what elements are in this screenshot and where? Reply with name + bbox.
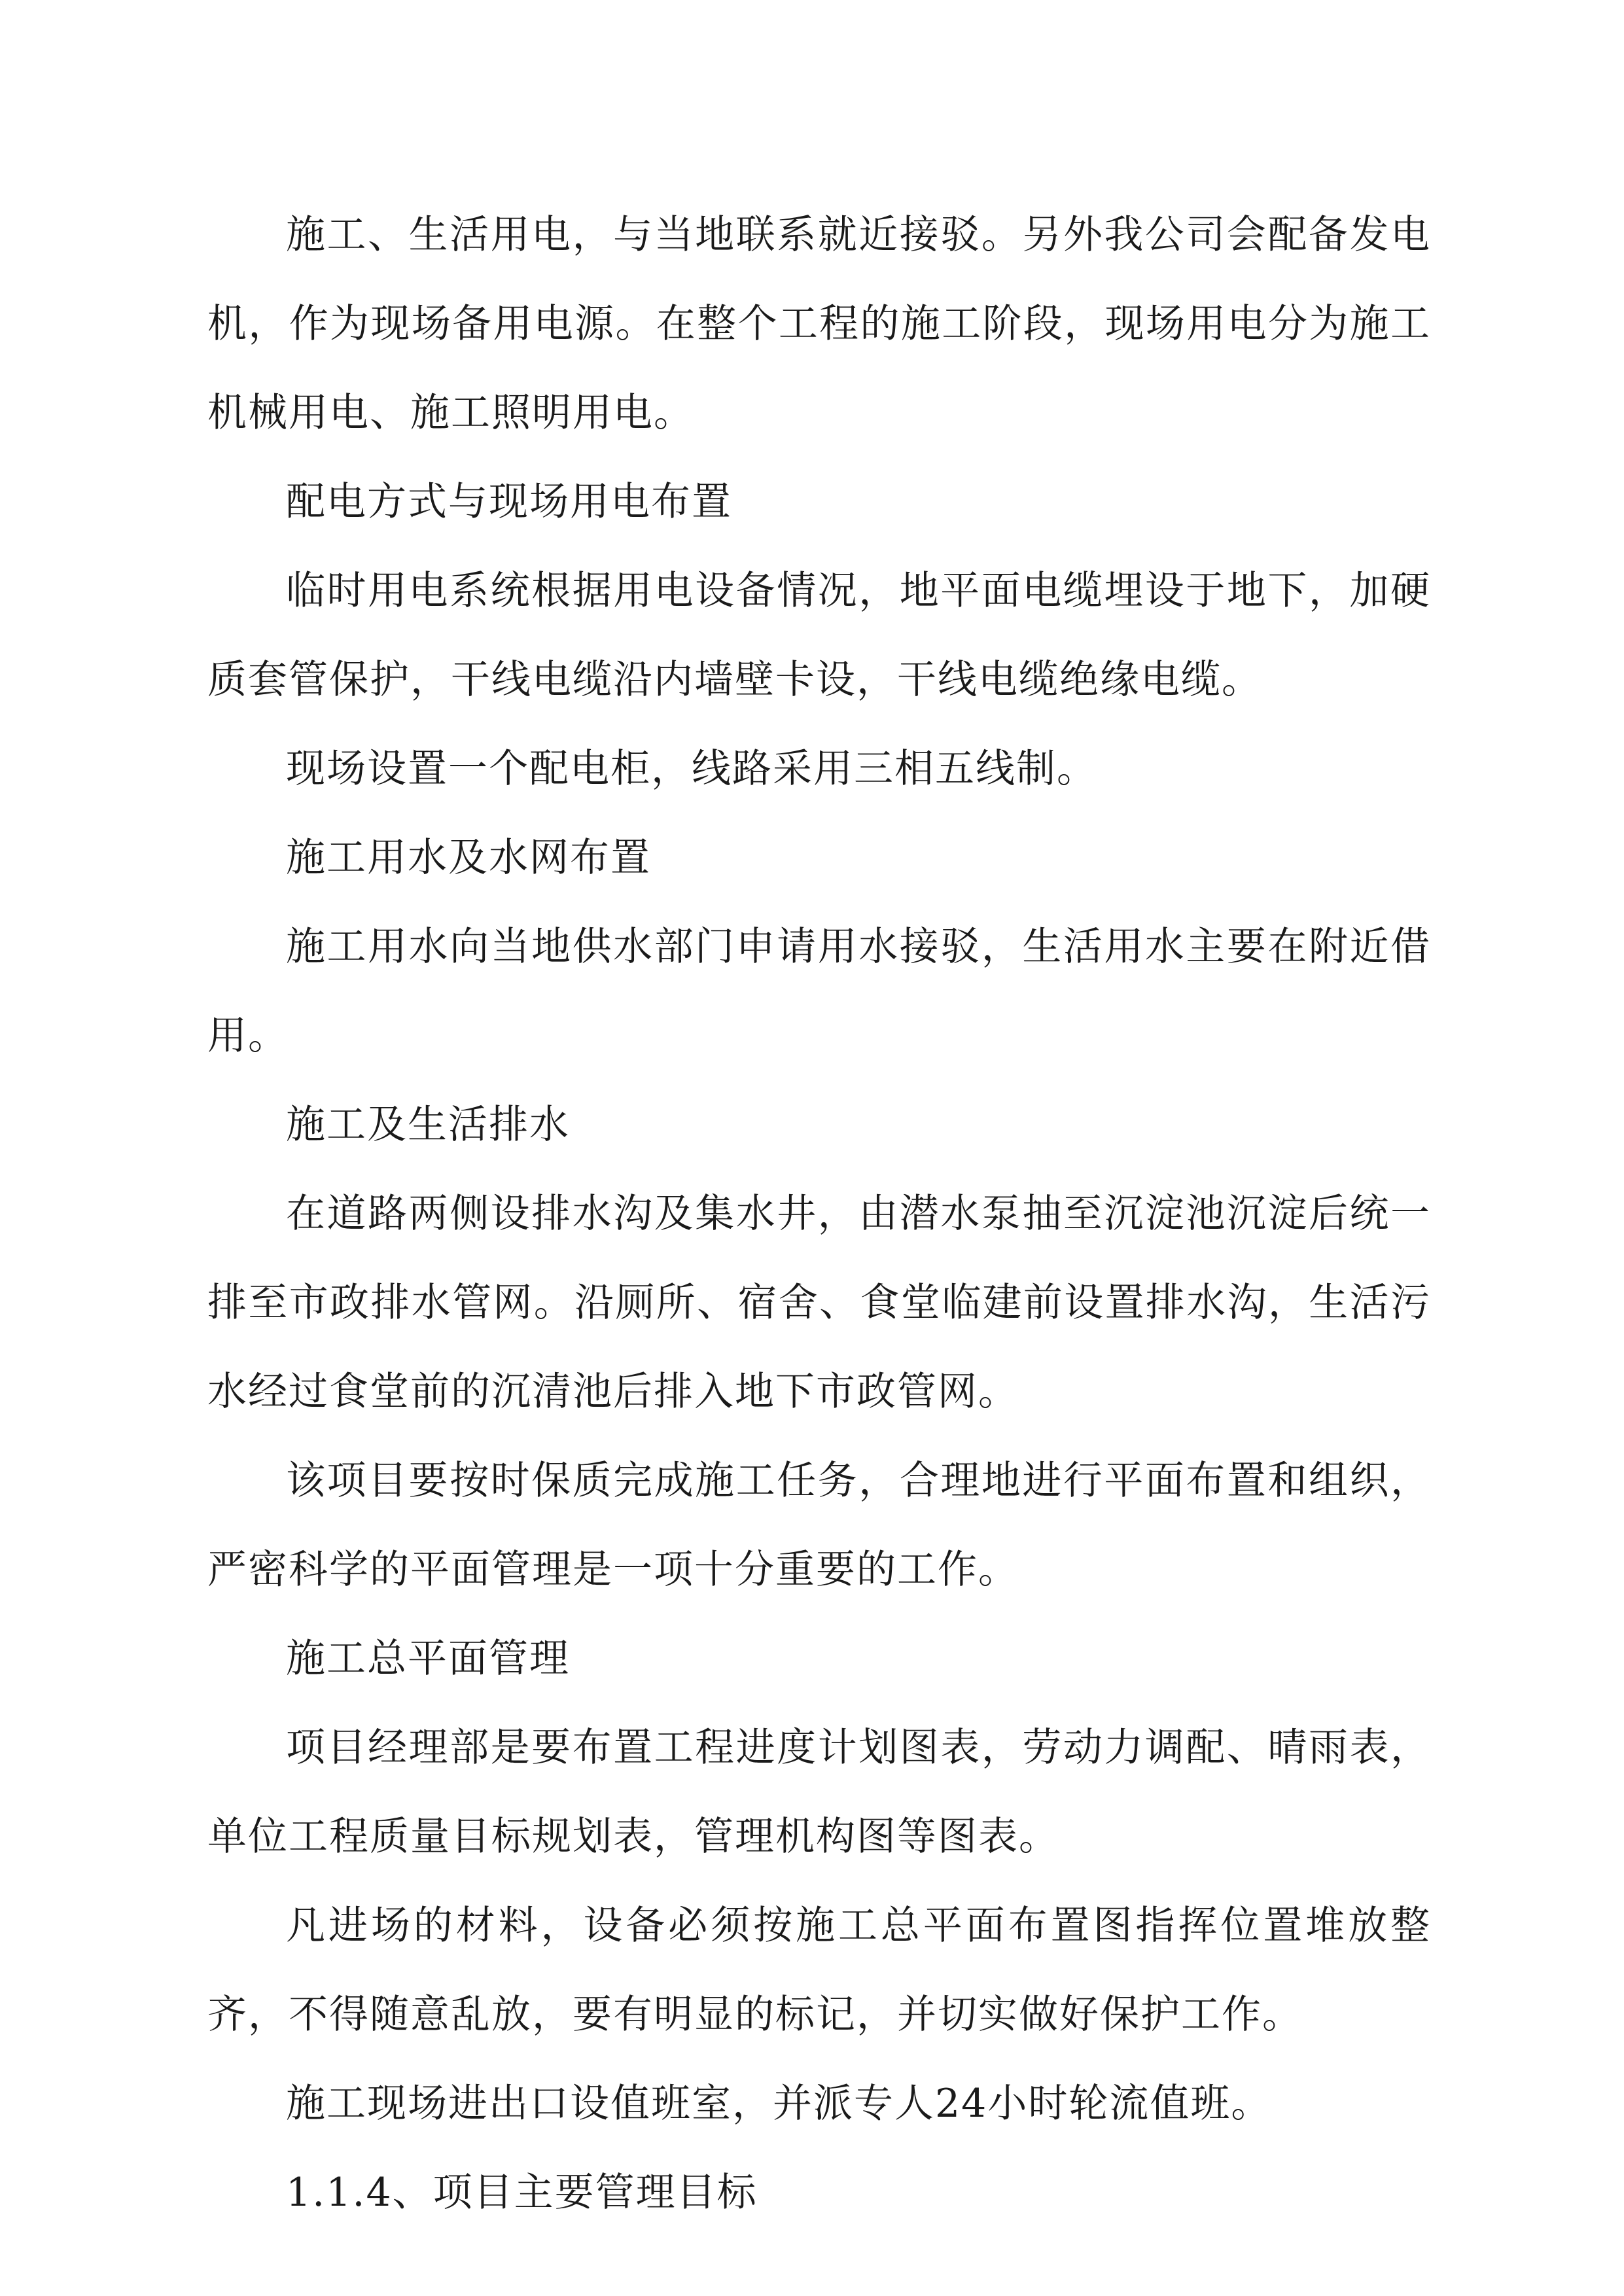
paragraph-temporary-power: 临时用电系统根据用电设备情况，地平面电缆埋设于地下，加硬质套管保护，干线电缆沿内墙壁卡设，干线电缆绝缘电缆。	[207, 568, 1431, 703]
paragraph-duty-room: 施工现场进出口设值班室，并派专人24小时轮流值班。	[286, 2081, 1272, 2127]
heading-water-supply: 施工用水及水网布置	[286, 835, 651, 881]
paragraph-drainage: 在道路两侧设排水沟及集水井，由潜水泵抽至沉淀池沉淀后统一排至市政排水管网。沿厕所、宿舍、食堂临建前设置排水沟，生活污水经过食堂前的沉清池后排入地下市政管网。	[207, 1191, 1431, 1415]
paragraph-materials-storage: 凡进场的材料，设备必须按施工总平面布置图指挥位置堆放整齐，不得随意乱放，要有明显的标记，并切实做好保护工作。	[207, 1903, 1431, 2038]
paragraph-water-supply: 施工用水向当地供水部门申请用水接驳，生活用水主要在附近借用。	[207, 924, 1431, 1059]
heading-drainage: 施工及生活排水	[286, 1102, 570, 1148]
paragraph-distribution-cabinet: 现场设置一个配电柜，线路采用三相五线制。	[286, 746, 1097, 792]
heading-power-distribution: 配电方式与现场用电布置	[286, 479, 732, 525]
paragraph-project-charts: 项目经理部是要布置工程进度计划图表，劳动力调配、晴雨表，单位工程质量目标规划表，管理机构图等图表。	[207, 1725, 1431, 1860]
document-body	[207, 190, 1431, 2237]
heading-general-plan-management: 施工总平面管理	[286, 1636, 570, 1682]
paragraph-site-management: 该项目要按时保质完成施工任务，合理地进行平面布置和组织，严密科学的平面管理是一项十分重要的工作。	[207, 1458, 1431, 1593]
paragraph-power-supply: 施工、生活用电，与当地联系就近接驳。另外我公司会配备发电机，作为现场备用电源。在整个工程的施工阶段，现场用电分为施工机械用电、施工照明用电。	[207, 212, 1431, 436]
section-heading-management-goals: 1.1.4、项目主要管理目标	[286, 2170, 758, 2216]
